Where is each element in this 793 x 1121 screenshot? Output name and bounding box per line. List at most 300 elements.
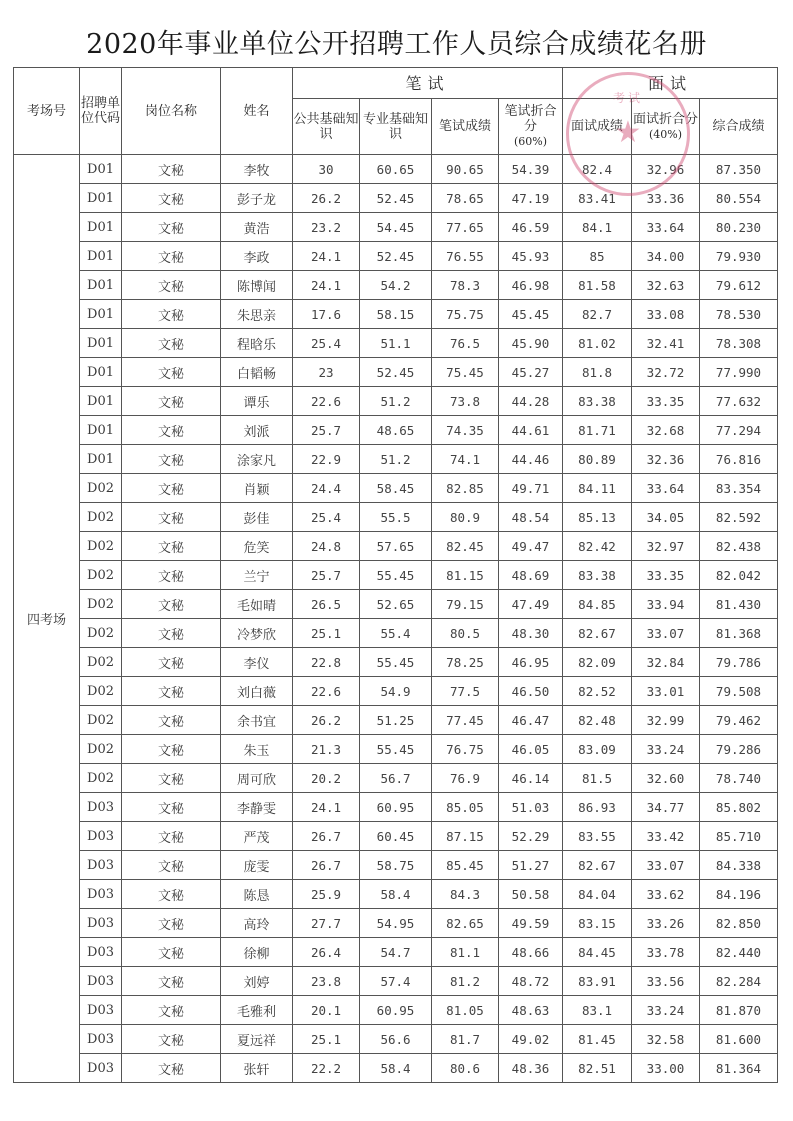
interview-score-cell: 85 [563,242,632,271]
professional-basic-cell: 51.25 [360,706,432,735]
header-name: 姓名 [221,68,293,155]
professional-basic-cell: 55.45 [360,735,432,764]
position-cell: 文秘 [122,184,221,213]
position-cell: 文秘 [122,387,221,416]
interview-score-cell: 83.38 [563,561,632,590]
professional-basic-cell: 55.4 [360,619,432,648]
table-row [14,271,778,300]
professional-basic-cell: 52.45 [360,358,432,387]
public-basic-cell: 23.2 [293,213,360,242]
position-cell: 文秘 [122,503,221,532]
written-score-cell: 74.1 [432,445,499,474]
unit-code-cell: D02 [80,561,122,590]
professional-basic-cell: 52.45 [360,242,432,271]
written-score-cell: 85.45 [432,851,499,880]
professional-basic-cell: 54.2 [360,271,432,300]
interview-score-cell: 81.02 [563,329,632,358]
table-row [14,648,778,677]
name-cell: 陈博闻 [221,271,293,300]
unit-code-cell: D02 [80,677,122,706]
name-cell: 涂家凡 [221,445,293,474]
interview-score-cell: 85.13 [563,503,632,532]
header-total: 综合成绩 [700,99,778,155]
public-basic-cell: 27.7 [293,909,360,938]
name-cell: 谭乐 [221,387,293,416]
written-score-cell: 82.45 [432,532,499,561]
unit-code-cell: D02 [80,735,122,764]
professional-basic-cell: 58.45 [360,474,432,503]
name-cell: 李仪 [221,648,293,677]
unit-code-cell: D01 [80,445,122,474]
unit-code-cell: D03 [80,880,122,909]
position-cell: 文秘 [122,938,221,967]
table-row [14,793,778,822]
position-cell: 文秘 [122,242,221,271]
header-position: 岗位名称 [122,68,221,155]
position-cell: 文秘 [122,706,221,735]
header-interview-group: 面试 [563,68,778,99]
total-score-cell: 78.530 [700,300,778,329]
position-cell: 文秘 [122,271,221,300]
unit-code-cell: D01 [80,271,122,300]
total-score-cell: 82.438 [700,532,778,561]
public-basic-cell: 25.7 [293,416,360,445]
written-weighted-cell: 54.39 [499,155,563,184]
professional-basic-cell: 52.65 [360,590,432,619]
professional-basic-cell: 54.95 [360,909,432,938]
interview-weighted-cell: 33.24 [632,996,700,1025]
total-score-cell: 82.042 [700,561,778,590]
written-score-cell: 80.9 [432,503,499,532]
professional-basic-cell: 58.4 [360,1054,432,1083]
interview-score-cell: 83.41 [563,184,632,213]
total-score-cell: 79.612 [700,271,778,300]
public-basic-cell: 22.2 [293,1054,360,1083]
written-weighted-cell: 45.45 [499,300,563,329]
written-weighted-cell: 46.98 [499,271,563,300]
table-row [14,967,778,996]
name-cell: 兰宁 [221,561,293,590]
professional-basic-cell: 60.65 [360,155,432,184]
total-score-cell: 78.740 [700,764,778,793]
professional-basic-cell: 56.7 [360,764,432,793]
written-score-cell: 76.9 [432,764,499,793]
total-score-cell: 82.592 [700,503,778,532]
written-score-cell: 76.5 [432,329,499,358]
professional-basic-cell: 54.7 [360,938,432,967]
header-written-weighted-cell [499,99,563,155]
interview-weighted-cell: 33.62 [632,880,700,909]
name-cell: 李政 [221,242,293,271]
interview-weighted-cell: 33.26 [632,909,700,938]
position-cell: 文秘 [122,155,221,184]
total-score-cell: 77.990 [700,358,778,387]
interview-score-cell: 83.15 [563,909,632,938]
table-row [14,619,778,648]
score-table [13,67,778,1083]
position-cell: 文秘 [122,880,221,909]
position-cell: 文秘 [122,416,221,445]
name-cell: 彭佳 [221,503,293,532]
total-score-cell: 80.230 [700,213,778,242]
written-weighted-cell: 45.93 [499,242,563,271]
name-cell: 严茂 [221,822,293,851]
position-cell: 文秘 [122,909,221,938]
written-score-cell: 80.5 [432,619,499,648]
public-basic-cell: 22.6 [293,387,360,416]
unit-code-cell: D03 [80,1054,122,1083]
total-score-cell: 79.462 [700,706,778,735]
total-score-cell: 85.802 [700,793,778,822]
document-title: 2020年事业单位公开招聘工作人员综合成绩花名册 [86,29,707,60]
table-row [14,735,778,764]
table-row [14,590,778,619]
interview-score-cell: 84.85 [563,590,632,619]
name-cell: 李静雯 [221,793,293,822]
written-weighted-cell: 44.61 [499,416,563,445]
public-basic-cell: 26.2 [293,184,360,213]
name-cell: 张轩 [221,1054,293,1083]
interview-score-cell: 83.1 [563,996,632,1025]
header-written-pct: (60%) [513,135,548,148]
public-basic-cell: 21.3 [293,735,360,764]
total-score-cell: 79.786 [700,648,778,677]
public-basic-cell: 24.4 [293,474,360,503]
table-row [14,155,778,184]
table-row [14,213,778,242]
name-cell: 余书宜 [221,706,293,735]
name-cell: 陈恳 [221,880,293,909]
public-basic-cell: 17.6 [293,300,360,329]
position-cell: 文秘 [122,474,221,503]
written-score-cell: 79.15 [432,590,499,619]
table-row [14,184,778,213]
unit-code-cell: D01 [80,242,122,271]
interview-weighted-cell: 34.05 [632,503,700,532]
written-score-cell: 81.2 [432,967,499,996]
interview-score-cell: 82.09 [563,648,632,677]
name-cell: 周可欣 [221,764,293,793]
header-public-basic: 公共基础知识 [293,99,360,155]
name-cell: 朱玉 [221,735,293,764]
interview-weighted-cell: 33.78 [632,938,700,967]
interview-score-cell: 82.51 [563,1054,632,1083]
unit-code-cell: D01 [80,213,122,242]
name-cell: 毛如晴 [221,590,293,619]
name-cell: 徐柳 [221,938,293,967]
professional-basic-cell: 60.45 [360,822,432,851]
interview-score-cell: 81.58 [563,271,632,300]
professional-basic-cell: 56.6 [360,1025,432,1054]
interview-score-cell: 84.11 [563,474,632,503]
interview-score-cell: 82.48 [563,706,632,735]
professional-basic-cell: 55.45 [360,648,432,677]
position-cell: 文秘 [122,358,221,387]
written-weighted-cell: 51.27 [499,851,563,880]
public-basic-cell: 24.1 [293,242,360,271]
professional-basic-cell: 58.4 [360,880,432,909]
position-cell: 文秘 [122,619,221,648]
written-weighted-cell: 47.49 [499,590,563,619]
name-cell: 李牧 [221,155,293,184]
interview-score-cell: 80.89 [563,445,632,474]
professional-basic-cell: 51.1 [360,329,432,358]
name-cell: 毛雅利 [221,996,293,1025]
interview-score-cell: 83.91 [563,967,632,996]
unit-code-cell: D02 [80,648,122,677]
public-basic-cell: 25.1 [293,619,360,648]
name-cell: 冷梦欣 [221,619,293,648]
public-basic-cell: 22.8 [293,648,360,677]
written-score-cell: 78.25 [432,648,499,677]
total-score-cell: 81.600 [700,1025,778,1054]
table-row [14,880,778,909]
table-row [14,416,778,445]
total-score-cell: 81.368 [700,619,778,648]
interview-score-cell: 82.52 [563,677,632,706]
total-score-cell: 80.554 [700,184,778,213]
written-weighted-cell: 45.27 [499,358,563,387]
interview-weighted-cell: 32.60 [632,764,700,793]
name-cell: 高玲 [221,909,293,938]
header-unit-code: 招聘单位代码 [80,68,122,155]
written-score-cell: 87.15 [432,822,499,851]
header-professional-basic: 专业基础知识 [360,99,432,155]
written-score-cell: 76.55 [432,242,499,271]
public-basic-cell: 24.1 [293,271,360,300]
position-cell: 文秘 [122,822,221,851]
written-weighted-cell: 48.54 [499,503,563,532]
interview-score-cell: 82.42 [563,532,632,561]
written-weighted-cell: 48.66 [499,938,563,967]
position-cell: 文秘 [122,967,221,996]
interview-weighted-cell: 33.00 [632,1054,700,1083]
header-written-weighted: 笔试折合分 [504,104,557,134]
unit-code-cell: D02 [80,532,122,561]
table-row [14,532,778,561]
total-score-cell: 81.430 [700,590,778,619]
table-row [14,764,778,793]
public-basic-cell: 26.7 [293,822,360,851]
written-weighted-cell: 49.47 [499,532,563,561]
unit-code-cell: D03 [80,967,122,996]
table-row [14,561,778,590]
interview-weighted-cell: 33.08 [632,300,700,329]
written-score-cell: 75.45 [432,358,499,387]
name-cell: 刘派 [221,416,293,445]
total-score-cell: 81.870 [700,996,778,1025]
written-score-cell: 82.65 [432,909,499,938]
written-weighted-cell: 48.69 [499,561,563,590]
written-score-cell: 73.8 [432,387,499,416]
interview-score-cell: 82.67 [563,619,632,648]
interview-weighted-cell: 33.64 [632,213,700,242]
unit-code-cell: D01 [80,358,122,387]
table-row [14,996,778,1025]
unit-code-cell: D01 [80,387,122,416]
total-score-cell: 79.930 [700,242,778,271]
interview-weighted-cell: 32.41 [632,329,700,358]
table-row [14,329,778,358]
professional-basic-cell: 55.5 [360,503,432,532]
name-cell: 刘白薇 [221,677,293,706]
unit-code-cell: D01 [80,300,122,329]
public-basic-cell: 22.9 [293,445,360,474]
interview-weighted-cell: 32.97 [632,532,700,561]
written-score-cell: 81.7 [432,1025,499,1054]
public-basic-cell: 25.7 [293,561,360,590]
written-score-cell: 82.85 [432,474,499,503]
professional-basic-cell: 55.45 [360,561,432,590]
written-weighted-cell: 45.90 [499,329,563,358]
interview-weighted-cell: 32.84 [632,648,700,677]
position-cell: 文秘 [122,1025,221,1054]
name-cell: 白韬畅 [221,358,293,387]
position-cell: 文秘 [122,300,221,329]
interview-score-cell: 81.5 [563,764,632,793]
total-score-cell: 77.294 [700,416,778,445]
public-basic-cell: 23.8 [293,967,360,996]
interview-weighted-cell: 32.68 [632,416,700,445]
position-cell: 文秘 [122,590,221,619]
unit-code-cell: D01 [80,155,122,184]
position-cell: 文秘 [122,532,221,561]
written-weighted-cell: 47.19 [499,184,563,213]
public-basic-cell: 25.9 [293,880,360,909]
professional-basic-cell: 58.75 [360,851,432,880]
position-cell: 文秘 [122,1054,221,1083]
unit-code-cell: D03 [80,909,122,938]
unit-code-cell: D01 [80,184,122,213]
position-cell: 文秘 [122,648,221,677]
written-weighted-cell: 52.29 [499,822,563,851]
table-row [14,445,778,474]
table-row [14,706,778,735]
interview-score-cell: 84.45 [563,938,632,967]
public-basic-cell: 22.6 [293,677,360,706]
position-cell: 文秘 [122,329,221,358]
unit-code-cell: D01 [80,416,122,445]
name-cell: 庞雯 [221,851,293,880]
unit-code-cell: D02 [80,619,122,648]
position-cell: 文秘 [122,445,221,474]
written-score-cell: 81.1 [432,938,499,967]
written-score-cell: 81.15 [432,561,499,590]
interview-weighted-cell: 33.94 [632,590,700,619]
interview-weighted-cell: 32.63 [632,271,700,300]
position-cell: 文秘 [122,851,221,880]
unit-code-cell: D03 [80,822,122,851]
written-weighted-cell: 49.71 [499,474,563,503]
interview-score-cell: 81.71 [563,416,632,445]
written-score-cell: 74.35 [432,416,499,445]
interview-score-cell: 82.67 [563,851,632,880]
interview-weighted-cell: 33.35 [632,561,700,590]
interview-weighted-cell: 32.36 [632,445,700,474]
public-basic-cell: 23 [293,358,360,387]
total-score-cell: 79.508 [700,677,778,706]
total-score-cell: 78.308 [700,329,778,358]
public-basic-cell: 26.2 [293,706,360,735]
name-cell: 朱思亲 [221,300,293,329]
table-row [14,474,778,503]
interview-weighted-cell: 33.42 [632,822,700,851]
table-row [14,677,778,706]
written-weighted-cell: 46.05 [499,735,563,764]
header-interview-score: 面试成绩 [563,99,632,155]
unit-code-cell: D02 [80,590,122,619]
written-score-cell: 78.65 [432,184,499,213]
interview-score-cell: 83.55 [563,822,632,851]
table-row [14,909,778,938]
total-score-cell: 81.364 [700,1054,778,1083]
name-cell: 彭子龙 [221,184,293,213]
header-interview-weighted-cell [632,99,700,155]
professional-basic-cell: 60.95 [360,793,432,822]
interview-score-cell: 86.93 [563,793,632,822]
written-weighted-cell: 51.03 [499,793,563,822]
position-cell: 文秘 [122,996,221,1025]
public-basic-cell: 25.4 [293,503,360,532]
interview-weighted-cell: 33.01 [632,677,700,706]
name-cell: 程晗乐 [221,329,293,358]
interview-weighted-cell: 33.07 [632,619,700,648]
written-weighted-cell: 48.36 [499,1054,563,1083]
interview-score-cell: 84.1 [563,213,632,242]
written-weighted-cell: 49.59 [499,909,563,938]
total-score-cell: 87.350 [700,155,778,184]
name-cell: 肖颖 [221,474,293,503]
name-cell: 危笑 [221,532,293,561]
interview-weighted-cell: 33.64 [632,474,700,503]
interview-weighted-cell: 33.24 [632,735,700,764]
total-score-cell: 82.284 [700,967,778,996]
written-weighted-cell: 46.59 [499,213,563,242]
public-basic-cell: 25.4 [293,329,360,358]
header-interview-weighted: 面试折合分 [632,111,698,127]
interview-score-cell: 82.7 [563,300,632,329]
table-row [14,822,778,851]
table-row [14,851,778,880]
public-basic-cell: 26.5 [293,590,360,619]
written-score-cell: 84.3 [432,880,499,909]
total-score-cell: 76.816 [700,445,778,474]
written-weighted-cell: 44.46 [499,445,563,474]
interview-weighted-cell: 33.36 [632,184,700,213]
header-venue: 考场号 [14,68,80,155]
professional-basic-cell: 60.95 [360,996,432,1025]
written-score-cell: 81.05 [432,996,499,1025]
total-score-cell: 82.850 [700,909,778,938]
position-cell: 文秘 [122,677,221,706]
public-basic-cell: 26.7 [293,851,360,880]
interview-weighted-cell: 32.58 [632,1025,700,1054]
written-weighted-cell: 46.50 [499,677,563,706]
written-score-cell: 77.45 [432,706,499,735]
position-cell: 文秘 [122,764,221,793]
interview-weighted-cell: 32.96 [632,155,700,184]
interview-score-cell: 84.04 [563,880,632,909]
unit-code-cell: D02 [80,503,122,532]
table-row [14,300,778,329]
table-row [14,503,778,532]
interview-weighted-cell: 32.99 [632,706,700,735]
interview-weighted-cell: 33.07 [632,851,700,880]
unit-code-cell: D03 [80,938,122,967]
unit-code-cell: D03 [80,1025,122,1054]
unit-code-cell: D03 [80,851,122,880]
professional-basic-cell: 54.9 [360,677,432,706]
